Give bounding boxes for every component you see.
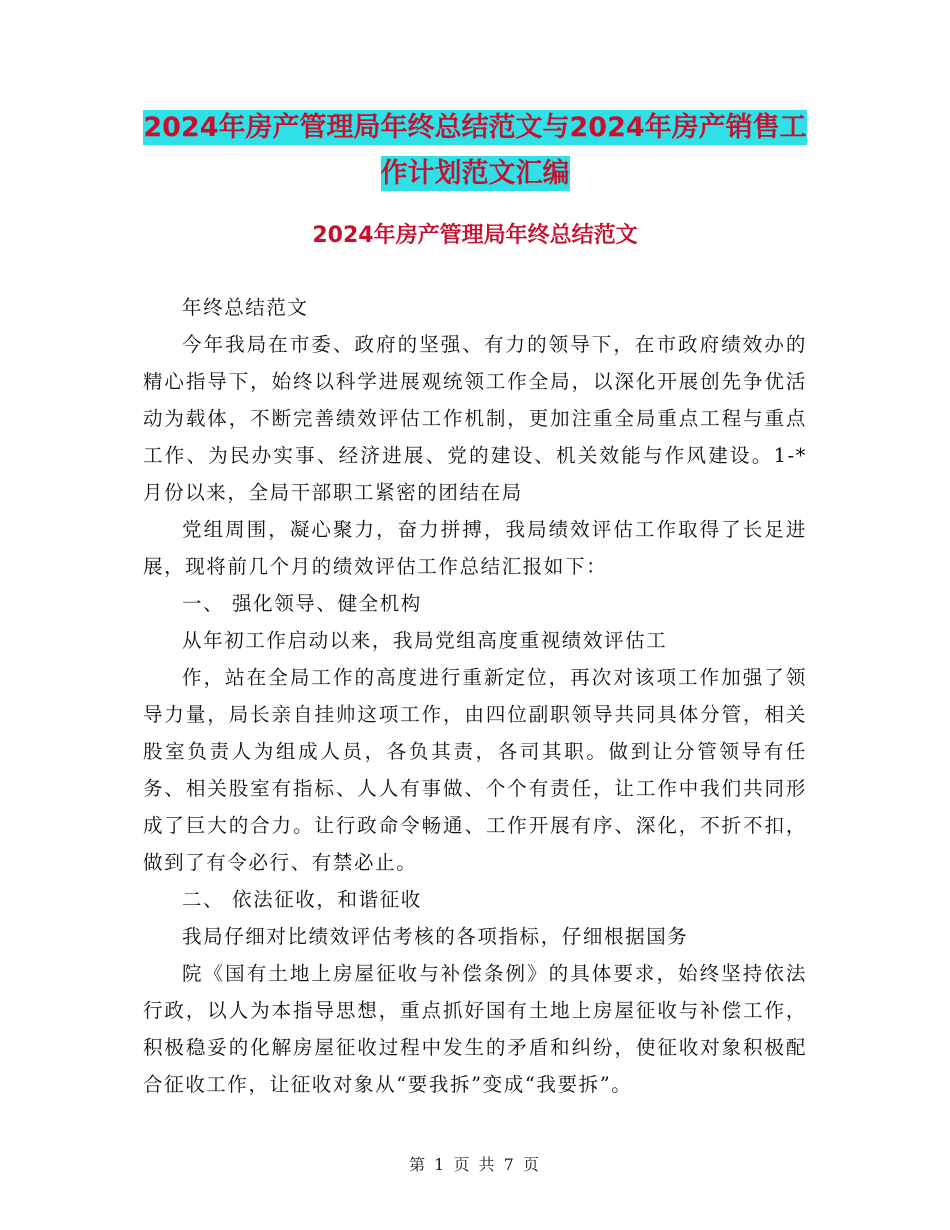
- paragraph-heading: 一、 强化领导、健全机构: [182, 592, 422, 615]
- document-body: [143, 289, 807, 1103]
- paragraph: 今年我局在市委、政府的坚强、有力的领导下，在市政府绩效办的精心指导下，始终以科学进展观统领工作全局，以深化开展创先争优活动为载体，不断完善绩效评估工作机制，更加注重全局重点工程与重点工作、为民办实事、经济进展、党的建设、机关效能与作风建设。1-*月份以来，全局干部职工紧密的团结在局: [143, 333, 807, 504]
- paragraph: 党组周围，凝心聚力，奋力拼搏，我局绩效评估工作取得了长足进展，现将前几个月的绩效评估工作总结汇报如下：: [143, 518, 807, 578]
- document-title-line-2: [0, 152, 950, 196]
- paragraph: 院《国有土地上房屋征收与补偿条例》的具体要求，始终坚持依法行政，以人为本指导思想，重点抓好国有土地上房屋征收与补偿工作，积极稳妥的化解房屋征收过程中发生的矛盾和纠纷，使征收对象积极配合征收工作，让征收对象从“要我拆”变成“我要拆”。: [143, 962, 807, 1096]
- section-title: 2024年房产管理局年终总结范文: [312, 223, 638, 248]
- document-title-line-1: [0, 106, 950, 150]
- paragraph-heading: 二、 依法征收，和谐征收: [182, 888, 422, 911]
- paragraph: 从年初工作启动以来，我局党组高度重视绩效评估工: [182, 629, 668, 652]
- document-title-line-1-text: 2024年房产管理局年终总结范文与2024年房产销售工: [143, 112, 807, 143]
- page-footer: 第 1 页 共 7 页: [409, 1155, 541, 1174]
- paragraph: 年终总结范文: [182, 296, 309, 319]
- paragraph: 作，站在全局工作的高度进行重新定位，再次对该项工作加强了领导力量，局长亲自挂帅这项工作，由四位副职领导共同具体分管，相关股室负责人为组成人员，各负其责，各司其职。做到让分管领导有任务、相关股室有指标、人人有事做、个个有责任，让工作中我们共同形成了巨大的合力。让行政命令畅通、工作开展有序、深化，不折不扣，做到了有令必行、有禁必止。: [143, 666, 807, 874]
- document-title-line-2-text: 作计划范文汇编: [380, 158, 570, 189]
- paragraph: 我局仔细对比绩效评估考核的各项指标，仔细根据国务: [182, 925, 689, 948]
